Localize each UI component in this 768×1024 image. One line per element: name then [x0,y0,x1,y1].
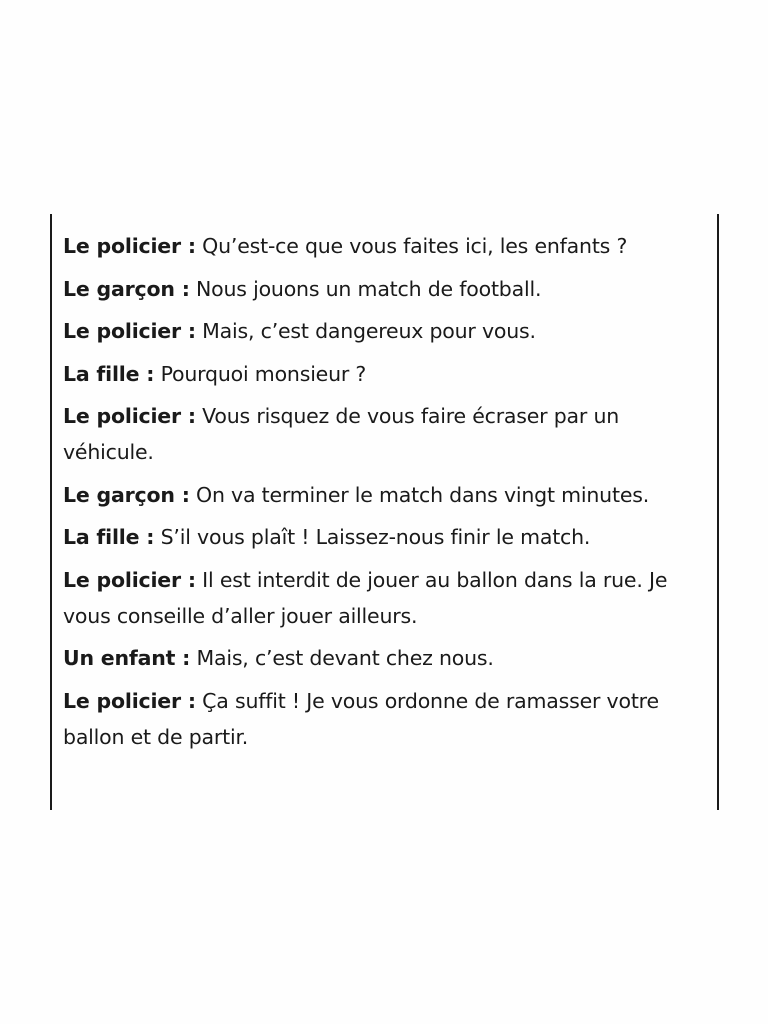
speaker-name: La fille : [63,525,155,549]
speaker-name: Le garçon : [63,482,190,507]
dialogue-line [63,683,703,755]
left-border-rule [50,214,52,810]
speaker-name: Le policier : [63,234,196,258]
speaker-name: Le policier : [63,404,196,428]
speech-text: Il est interdit de jouer au ballon dans la rue. Je vous conseille d’aller jouer ailleurs. [63,567,668,628]
dialogue-line [63,356,703,392]
speaker-name: Le policier : [63,567,196,592]
speech-text: Nous jouons un match de football. [196,276,542,301]
speaker-name: Le policier : [63,688,196,713]
speaker-name: Le policier : [63,319,196,343]
speaker-name: La fille : [63,361,155,386]
dialogue-block [63,228,703,761]
dialogue-line [63,228,703,264]
speech-text: S’il vous plaît ! Laissez-nous finir le match. [160,525,591,549]
dialogue-line [63,477,703,513]
dialogue-line [63,398,703,470]
speech-text: Qu’est-ce que vous faites ici, les enfants ? [202,234,628,258]
speech-text: On va terminer le match dans vingt minutes. [196,482,650,507]
dialogue-line [63,640,703,676]
dialogue-line [63,562,703,634]
right-border-rule [717,214,719,810]
speech-text: Mais, c’est dangereux pour vous. [202,319,536,343]
speech-text: Mais, c’est devant chez nous. [196,646,494,670]
dialogue-line [63,313,703,349]
speaker-name: Le garçon : [63,276,190,301]
speech-text: Vous risquez de vous faire écraser par un véhicule. [63,404,620,464]
speech-text: Ça suffit ! Je vous ordonne de ramasser votre ballon et de partir. [63,688,659,749]
dialogue-line [63,519,703,555]
speaker-name: Un enfant : [63,646,191,670]
dialogue-line [63,271,703,307]
speech-text: Pourquoi monsieur ? [160,361,367,386]
